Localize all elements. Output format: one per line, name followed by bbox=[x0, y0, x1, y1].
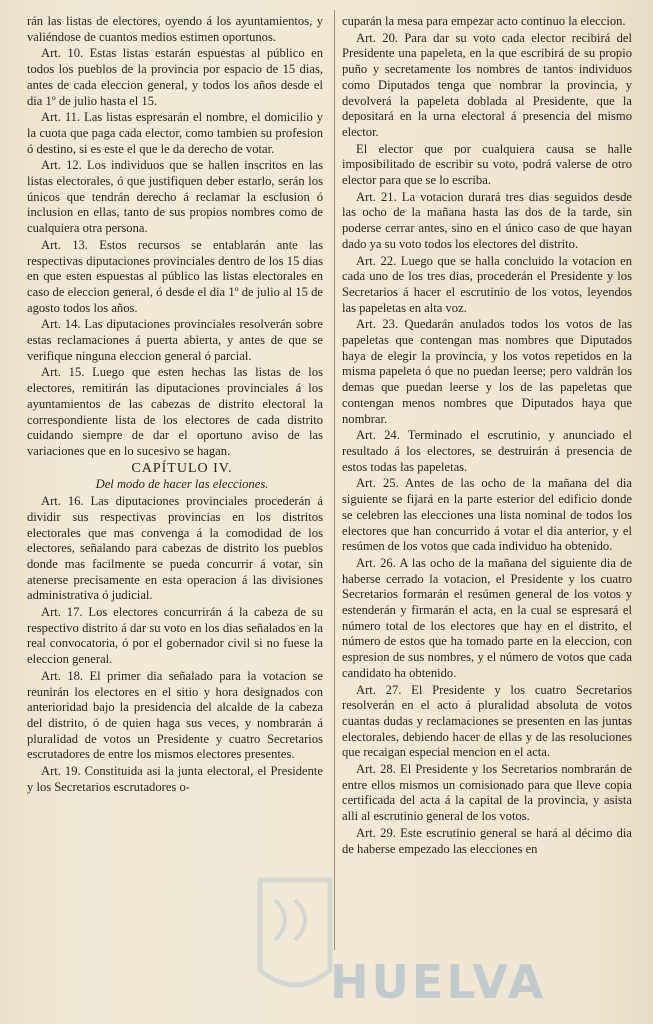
chapter-subtitle: Del modo de hacer las elecciones. bbox=[95, 477, 269, 492]
column-divider bbox=[334, 10, 335, 950]
paragraph: cuparán la mesa para empezar acto continuo la eleccion. bbox=[342, 14, 626, 28]
article-28: Art. 28. El Presidente y los Secretarios nombrarán de entre ellos mismos un comisionado para que lleve copia certificada del acta á la capital de la provincia, y asista alli al escrutinio general de los votos. bbox=[342, 762, 632, 824]
article-15: Art. 15. Luego que esten hechas las listas de los electores, remitirán las diputaciones provinciales á los ayuntamientos de las cabezas de distrito electoral la correspondiente lista de los electores de cada distrito cuidando siempre de dar el oportuno aviso de las variaciones que en lo sucesivo se hagan. bbox=[27, 365, 323, 458]
article-19: Art. 19. Constituida asi la junta electoral, el Presidente y los Secretarios escrutadores o- bbox=[27, 764, 323, 794]
chapter-heading: CAPÍTULO IV. bbox=[131, 460, 233, 476]
article-14: Art. 14. Las diputaciones provinciales resolverán sobre estas reclamaciones á puerta abierta, y antes de que se verifique ninguna eleccion general ó parcial. bbox=[27, 317, 323, 363]
article-17: Art. 17. Los electores concurrirán á la cabeza de su respectivo distrito á dar su voto en los dias señalados en la real convocatoria, ó por el gobernador civil si no fuese la eleccion general. bbox=[27, 605, 323, 667]
article-18: Art. 18. El primer dia señalado para la votacion se reunirán los electores en el sitio y hora designados con anterioridad bajo la presidencia del alcalde de la cabeza del distrito, ó de quien haga sus veces, y nombrarán á pluralidad de votos un Presidente y cuatro Secretarios escrutadores de entre los mismos electores presentes. bbox=[27, 668, 323, 762]
watermark-text: HUELVA bbox=[330, 955, 547, 1009]
article-25: Art. 25. Antes de las ocho de la mañana del dia siguiente se fijará en la parte esterior del edificio donde se celebren las elecciones una lista nominal de todos los electores que han concurrido á votar el dia anterior, y el resúmen de los votos que cada individuo ha obtenido. bbox=[342, 476, 632, 554]
article-29: Art. 29. Este escrutinio general se hará al décimo dia de haberse empezado las elecciones en bbox=[342, 825, 632, 856]
right-column bbox=[342, 14, 632, 858]
article-26: Art. 26. A las ocho de la mañana del siguiente dia de haberse cerrado la votacion, el Presidente y los cuatro Secretarios formarán el resúmen general de los votos y estenderán y firmarán el acta, en la cual se espresará el número total de los electores que hay en el distrito, el número de estos que ha tomado parte en la eleccion, con espresion de sus nombres, y el número de votos que cada candidato ha obtenido. bbox=[342, 555, 632, 680]
article-22: Art. 22. Luego que se halla concluido la votacion en cada uno de los tres dias, procederán el Presidente y los Secretarios á hacer el escrutinio de los votos, leyendos las papeletas en alta voz. bbox=[342, 253, 632, 315]
article-10: Art. 10. Estas listas estarán espuestas al público en todos los pueblos de la provincia por espacio de 15 dias, antes de cada eleccion general, y todos los años desde el dia 1º de julio hasta el 15. bbox=[27, 46, 323, 108]
paragraph: rán las listas de electores, oyendo á los ayuntamientos, y valiéndose de cuantos medios estimen oportunos. bbox=[27, 14, 323, 44]
article-20-continued: El elector que por cualquiera causa se halle imposibilitado de escribir su voto, podrá valerse de otro elector para que se lo escriba. bbox=[342, 141, 632, 188]
left-column bbox=[27, 14, 323, 796]
article-27: Art. 27. El Presidente y los cuatro Secretarios resolverán en el acto á pluralidad absoluta de votos cuantas dudas y reclamaciones se presenten en las juntas electorales, debiendo hacer de ellas y de las resoluciones que recaigan especial mencion en el acta. bbox=[342, 682, 632, 760]
article-20: Art. 20. Para dar su voto cada elector recibirá del Presidente una papeleta, en la que escribirá de su propio puño y secretamente los nombres de tantos individuos como Diputados tenga que nombrar la provincia, y devolverá la papeleta doblada al Presidente, que la depositará en la urna electoral á presencia del mismo elector. bbox=[342, 30, 632, 139]
article-13: Art. 13. Estos recursos se entablarán ante las respectivas diputaciones provinciales dentro de los 15 dias en que esten espuestas al público las listas electorales en caso de eleccion general, ó desde el dia 1º de julio al 15 de agosto todos los años. bbox=[27, 237, 323, 315]
article-21: Art. 21. La votacion durará tres dias seguidos desde las ocho de la mañana hasta las dos de la tarde, sin poderse cerrar antes, sino en el único caso de que hayan dado ya su voto todos los electores del distrito. bbox=[342, 189, 632, 251]
article-11: Art. 11. Las listas espresarán el nombre, el domicilio y la cuota que paga cada elector, como tambien su profesion ó destino, si es este el que le da derecho de votar. bbox=[27, 110, 323, 156]
article-24: Art. 24. Terminado el escrutinio, y anunciado el resultado á los electores, se destruirán á presencia de estos todas las papeletas. bbox=[342, 428, 632, 474]
article-12: Art. 12. Los individuos que se hallen inscritos en las listas electorales, ó que justifiquen deber estarlo, serán los únicos que tendrán derecho á reclamar la esclusion ó inclusion en ellas, tanto de sus propios nombres como de cualquiera otra persona. bbox=[27, 158, 323, 236]
article-23: Art. 23. Quedarán anulados todos los votos de las papeletas que contengan mas nombres que Diputados haya de elegir la provincia, y los votos repetidos en la misma papeleta ó que no puedan leerse; pero valdrán los demas que puedan leerse y los de las papeletas que contengan menos nombres que Diputados haya que nombrar. bbox=[342, 317, 632, 426]
article-16: Art. 16. Las diputaciones provinciales procederán á dividir sus respectivas provincias en los distritos electorales que mas convenga á la comodidad de los electores, señalando para cabezas de distrito los pueblos donde mas facilmente se pueda concurrir á votar, sin atenerse precisamente en esta operacion á las divisiones administrativa ó judicial. bbox=[27, 494, 323, 603]
